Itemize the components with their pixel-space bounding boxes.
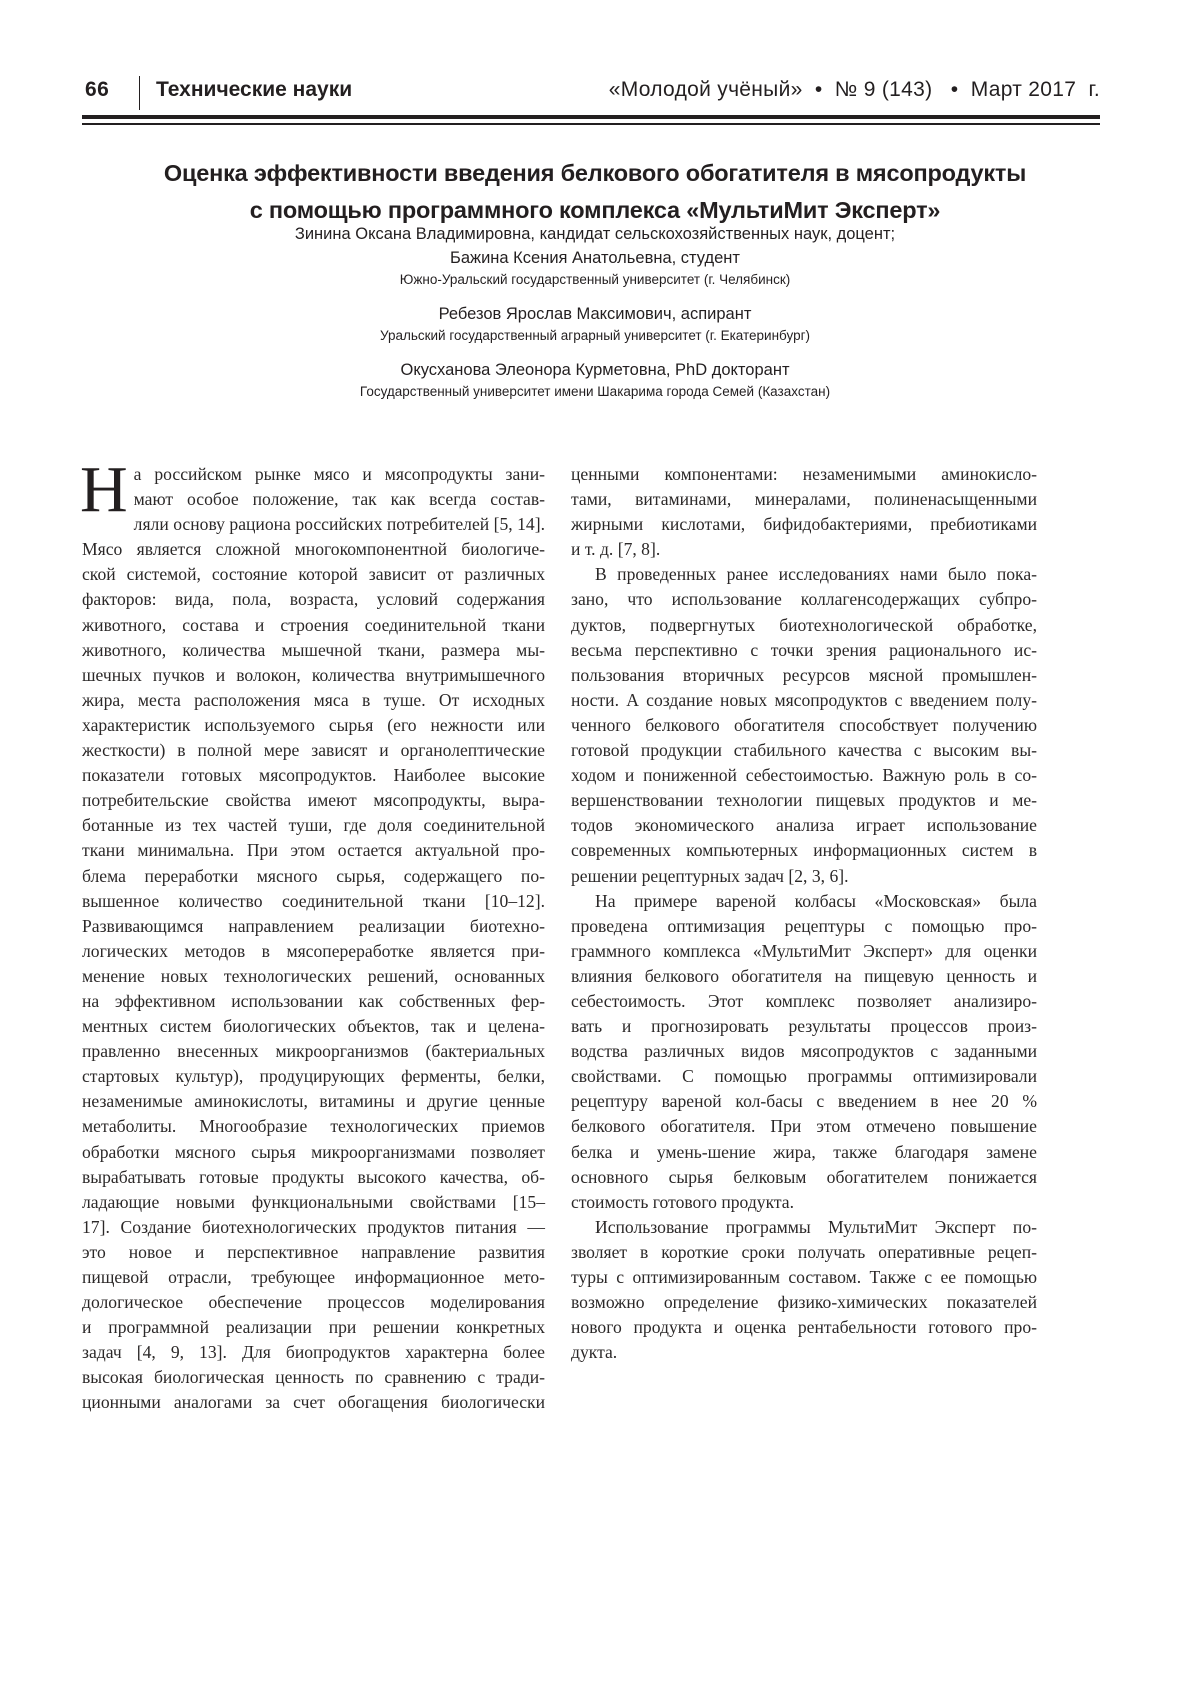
text-line: вырабатывать готовые продукты высокого качества, об- <box>82 1166 545 1187</box>
text-line: весьма перспективно с точки зрения рационального ис- <box>571 639 1037 660</box>
text-line: показатели готовых мясопродуктов. Наиболее высокие <box>82 765 545 786</box>
text-line: ценными компонентами: незаменимыми аминокисло- <box>571 464 1037 484</box>
text-line: ционными аналогами за счет обогащения биологически <box>82 1392 545 1413</box>
text-line: В проведенных ранее исследованиях нами было пока- <box>595 564 1037 585</box>
text-line: логических методов в мясопереработке является при- <box>82 940 545 961</box>
text-line: тами, витаминами, минералами, полиненасыщенными <box>571 489 1037 510</box>
text-line: 17]. Создание биотехнологических продуктов питания — <box>82 1216 545 1237</box>
page-number: 66 <box>85 78 110 101</box>
text-line: стоимость готового продукта. <box>571 1191 794 1212</box>
text-line: животного, количества мышечной ткани, размера мы- <box>82 639 545 660</box>
text-line: дукта. <box>571 1342 618 1363</box>
text-line: жесткости) в полной мере зависят и органолептические <box>82 740 545 761</box>
body-column-right <box>571 462 1037 1365</box>
text-line: ности. А создание новых мясопродуктов с введением полу- <box>571 689 1037 710</box>
text-line: обработки мясного сырья микроорганизмами позволяет <box>82 1141 545 1162</box>
text-line: мают особое положение, так как всегда состав- <box>133 489 545 510</box>
text-line: белкового обогатителя. При этом отмечено повышение <box>571 1116 1037 1137</box>
author-group <box>150 302 1040 346</box>
text-line: себестоимость. Этот комплекс позволяет анализиро- <box>571 990 1037 1011</box>
text-line: пищевой отрасли, требующее информационное мето- <box>82 1267 545 1287</box>
text-line: и т. д. [7, 8]. <box>571 539 661 560</box>
text-line: вать и прогнозировать результаты процессов произ- <box>571 1016 1037 1037</box>
text-line: На примере вареной колбасы «Московская» была <box>595 890 1037 911</box>
text-line: возможно определение физико-химических показателей <box>571 1292 1037 1313</box>
header-separator <box>139 76 140 110</box>
article-title <box>100 155 1090 229</box>
text-line: блема переработки мясного сырья, содержащего по- <box>82 865 545 886</box>
text-line: менение новых технологических решений, основанных <box>82 965 545 986</box>
text-line: вершенствовании технологии пищевых продуктов и ме- <box>571 790 1037 811</box>
text-line: зано, что использование коллагенсодержащих субпро- <box>571 589 1037 610</box>
text-line: животного, состава и строения соединительной ткани <box>82 614 545 635</box>
drop-cap: Н <box>80 453 128 526</box>
author-affiliation: Южно-Уральский государственный университет (г. Челябинск) <box>399 272 791 287</box>
text-line: факторов: вида, пола, возраста, условий содержания <box>82 589 545 610</box>
header-rule-thin <box>82 123 1100 125</box>
text-line: на эффективном использовании как собственных фер- <box>82 990 545 1011</box>
text-line: белка и умень-шение жира, также благодаря замене <box>571 1141 1037 1162</box>
text-line: правленно внесенных микроорганизмов (бактериальных <box>82 1041 545 1062</box>
author-name: Ребезов Ярослав Максимович, аспирант <box>438 305 752 323</box>
text-line: туры с оптимизированным составом. Также с ее помощью <box>571 1267 1037 1287</box>
text-line: тодов экономического анализа играет использование <box>571 815 1037 836</box>
title-line: Оценка эффективности введения белкового обогатителя в мясопродукты <box>163 160 1027 186</box>
text-line: граммного комплекса «МультиМит Эксперт» для оценки <box>571 940 1037 961</box>
running-header <box>82 76 1100 106</box>
text-line: стартовых культур), продуцирующих ферменты, белки, <box>82 1066 545 1087</box>
text-line: ляли основу рациона российских потребителей [5, 14]. <box>133 514 545 535</box>
text-line: Развивающимся направлением реализации биотехно- <box>82 915 545 936</box>
author-group <box>150 358 1040 402</box>
text-line: ментных систем биологических объектов, так и целена- <box>82 1016 545 1037</box>
text-line: ботанные из тех частей туши, где доля соединительной <box>82 815 545 836</box>
text-line: незаменимые аминокислоты, витамины и другие ценные <box>82 1091 545 1112</box>
title-line: с помощью программного комплекса «МультиМит Эксперт» <box>249 197 941 223</box>
text-line: Использование программы МультиМит Эксперт по- <box>595 1216 1037 1237</box>
text-line: влияния белкового обогатителя на пищевую ценность и <box>571 965 1037 986</box>
authors-block <box>150 222 1040 414</box>
text-line: проведена оптимизация рецептуры с помощью про- <box>571 915 1037 936</box>
text-line: зволяет в короткие сроки получать оперативные рецеп- <box>571 1241 1037 1262</box>
text-line: рецептуру вареной кол-басы с введением в нее 20 % <box>571 1091 1037 1112</box>
text-line: водства различных видов мясопродуктов с заданными <box>571 1041 1037 1062</box>
text-line: потребительские свойства имеют мясопродукты, выра- <box>82 790 545 811</box>
text-line: ладающие новыми функциональными свойствами [15– <box>82 1191 545 1212</box>
text-line: задач [4, 9, 13]. Для биопродуктов характерна более <box>82 1342 545 1363</box>
author-affiliation: Государственный университет имени Шакарима города Семей (Казахстан) <box>359 384 831 399</box>
author-name: Бажина Ксения Анатольевна, студент <box>450 249 740 267</box>
text-line: готовой продукции стабильного качества с высоким вы- <box>571 740 1037 761</box>
text-line: метаболиты. Многообразие технологических приемов <box>82 1116 545 1137</box>
text-line: дологическое обеспечение процессов моделирования <box>82 1292 545 1313</box>
text-line: ходом и пониженной себестоимостью. Важную роль в со- <box>571 765 1037 786</box>
text-line: ченного белкового обогатителя способствует получению <box>571 714 1037 735</box>
text-line: а российском рынке мясо и мясопродукты зани- <box>133 464 545 484</box>
text-line: Мясо является сложной многокомпонентной биологиче- <box>82 539 545 560</box>
text-line: вышенное количество соединительной ткани [10–12]. <box>82 890 545 911</box>
text-line: характеристик используемого сырья (его нежности или <box>82 714 545 735</box>
header-rule-thick <box>82 115 1100 119</box>
text-line: высокая биологическая ценность по сравнению с тради- <box>82 1367 545 1388</box>
text-line: ской системой, состояние которой зависит от различных <box>82 564 545 585</box>
section-name: Технические науки <box>156 78 353 101</box>
text-line: это новое и перспективное направление развития <box>82 1241 545 1262</box>
text-line: современных компьютерных информационных систем в <box>571 840 1037 861</box>
text-line: основного сырья белковым обогатителем понижается <box>571 1166 1037 1187</box>
text-line: и программной реализации при решении конкретных <box>82 1317 545 1338</box>
text-line: ткани минимальна. При этом остается актуальной про- <box>82 840 545 861</box>
author-name: Зинина Оксана Владимировна, кандидат сельскохозяйственных наук, доцент; <box>294 225 896 243</box>
author-name: Окусханова Элеонора Курметовна, PhD докторант <box>400 361 790 379</box>
body-column-left <box>80 453 545 1416</box>
text-line: жирными кислотами, бифидобактериями, пребиотиками <box>571 514 1037 535</box>
author-group <box>150 222 1040 290</box>
text-line: пользования вторичных ресурсов мясной промышлен- <box>571 664 1037 685</box>
journal-issue: «Молодой учёный» • № 9 (143) • Март 2017 г. <box>608 78 1100 101</box>
text-line: решении рецептурных задач [2, 3, 6]. <box>571 865 849 886</box>
text-line: свойствами. С помощью программы оптимизировали <box>571 1066 1037 1087</box>
text-line: шечных пучков и волокон, количества внутримышечного <box>82 664 545 685</box>
author-affiliation: Уральский государственный аграрный университет (г. Екатеринбург) <box>379 328 811 343</box>
text-line: жира, места расположения мяса в туше. От исходных <box>82 689 545 710</box>
text-line: дуктов, подвергнутых биотехнологической обработке, <box>571 614 1037 635</box>
text-line: нового продукта и оценка рентабельности готового про- <box>571 1317 1037 1338</box>
